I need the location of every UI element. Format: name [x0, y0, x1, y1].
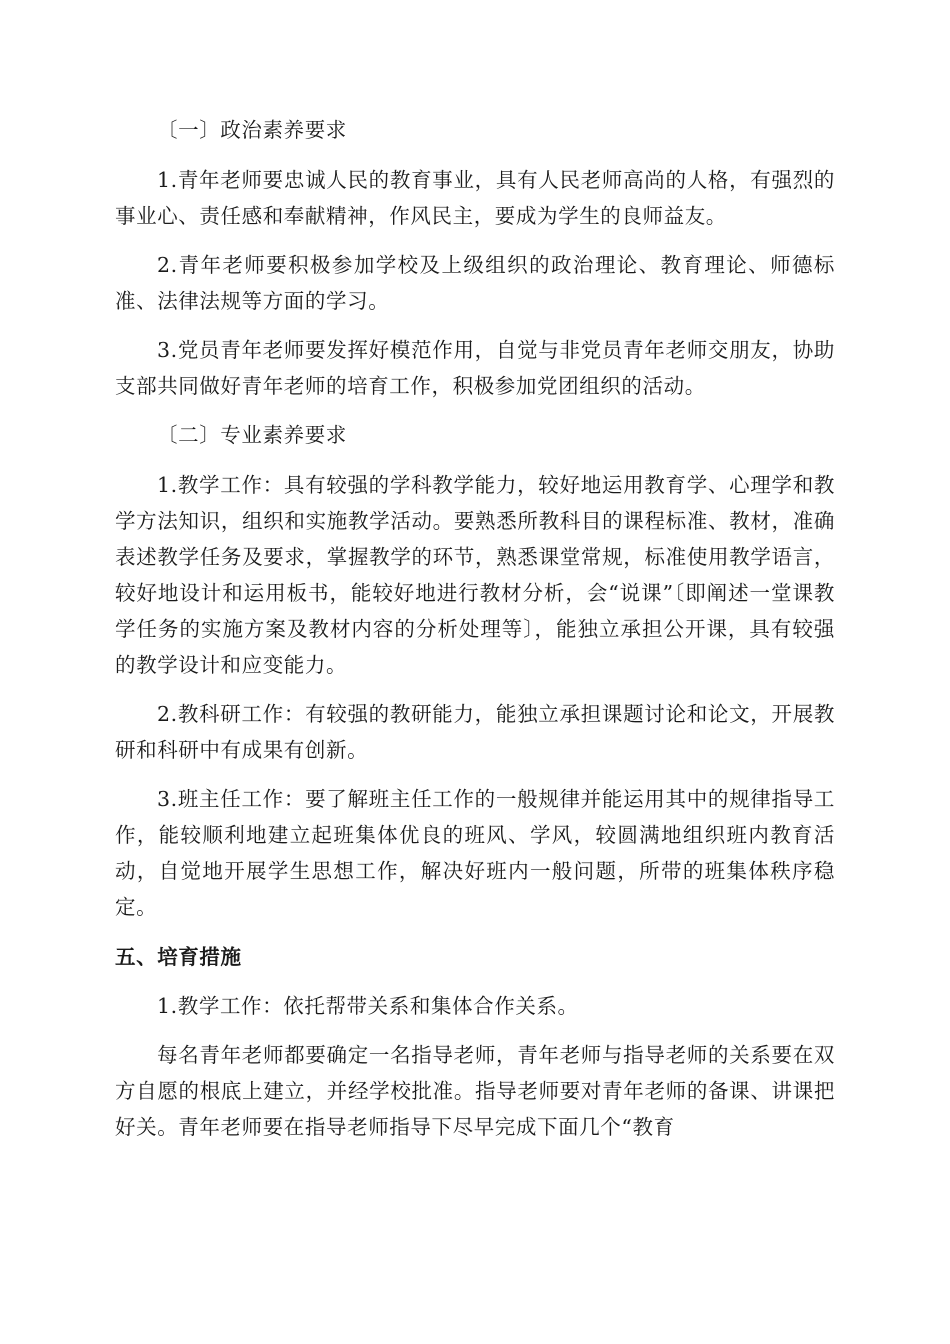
professional-item-3: 3.班主任工作：要了解班主任工作的一般规律并能运用其中的规律指导工作，能较顺利地建立起班集体优良的班风、学风，较圆满地组织班内教育活动，自觉地开展学生思想工作，解决好班内一般问题，所带的班集体秩序稳定。: [115, 787, 835, 919]
political-item-3: 3.党员青年老师要发挥好模范作用，自觉与非党员青年老师交朋友，协助支部共同做好青年老师的培育工作，积极参加党团组织的活动。: [115, 338, 835, 398]
professional-item-2: 2.教科研工作：有较强的教研能力，能独立承担课题讨论和论文，开展教研和科研中有成果有创新。: [115, 702, 835, 762]
professional-item-1: 1.教学工作：具有较强的学科教学能力，较好地运用教育学、心理学和教学方法知识，组织和实施教学活动。要熟悉所教科目的课程标准、教材，准确表述教学任务及要求，掌握教学的环节，熟悉课堂常规，标准使用教学语言，较好地设计和运用板书，能较好地进行教材分析，会“说课”〔即阐述一堂课教学任务的实施方案及教材内容的分析处理等〕，能独立承担公开课，具有较强的教学设计和应变能力。: [115, 473, 835, 677]
political-item-1: 1.青年老师要忠诚人民的教育事业，具有人民老师高尚的人格，有强烈的事业心、责任感和奉献精神，作风民主，要成为学生的良师益友。: [115, 168, 835, 228]
political-item-2: 2.青年老师要积极参加学校及上级组织的政治理论、教育理论、师德标准、法律法规等方面的学习。: [115, 253, 835, 313]
measures-item-1: 1.教学工作：依托帮带关系和集体合作关系。: [157, 994, 579, 1018]
professional-requirements-subheading: 〔二〕专业素养要求: [157, 423, 347, 447]
political-requirements-subheading: 〔一〕政治素养要求: [157, 118, 347, 142]
training-measures-heading: 五、培育措施: [115, 945, 242, 969]
measures-paragraph-2: 每名青年老师都要确定一名指导老师，青年老师与指导老师的关系要在双方自愿的根底上建立，并经学校批准。指导老师要对青年老师的备课、讲课把好关。青年老师要在指导老师指导下尽早完成下面几个“教育: [115, 1043, 835, 1139]
